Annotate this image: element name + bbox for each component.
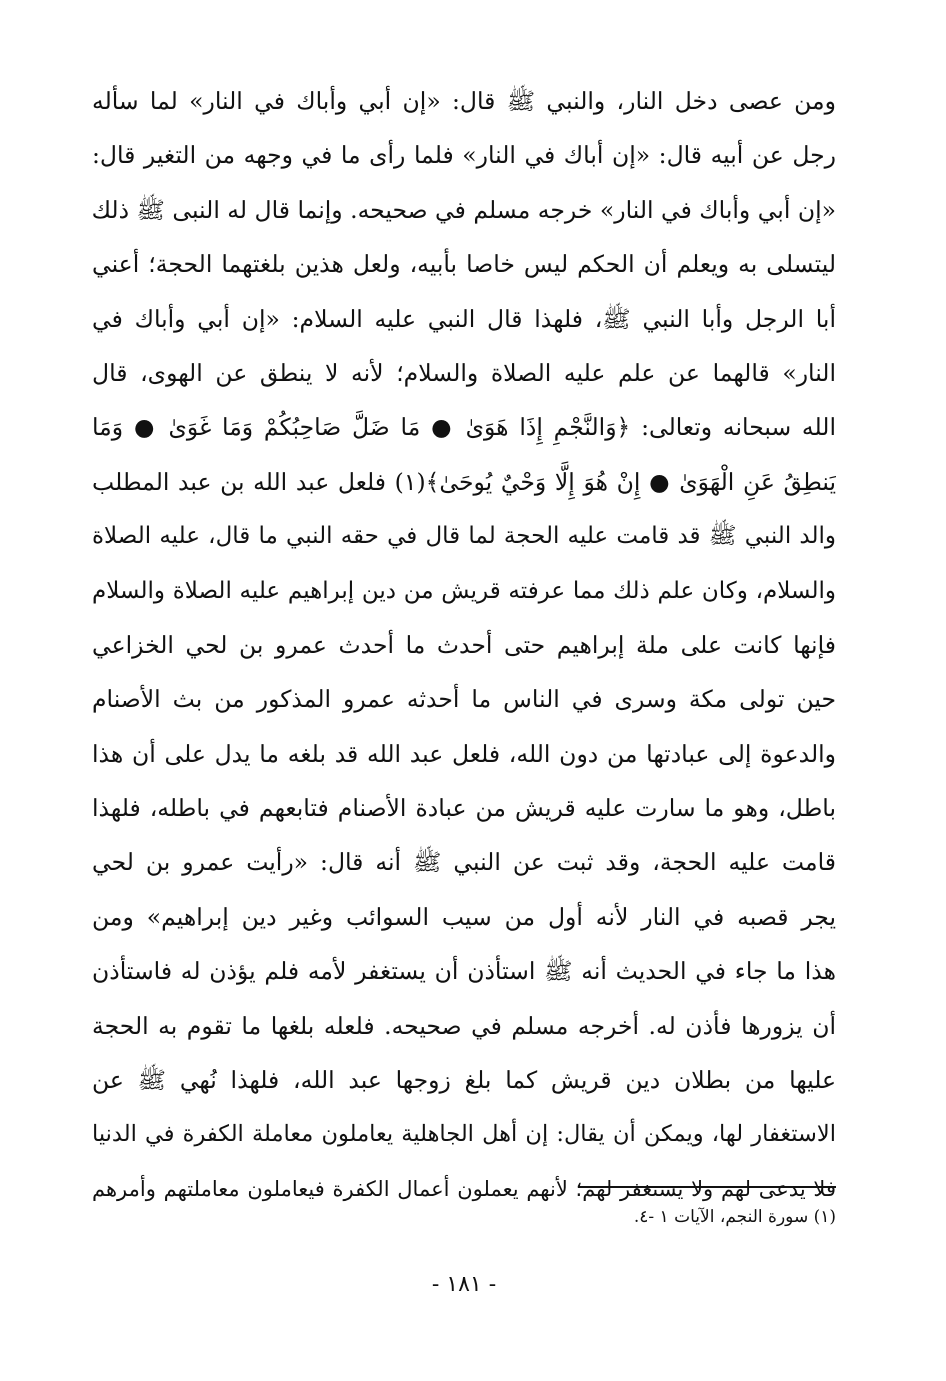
body-line: يَنطِقُ عَنِ الْهَوَىٰ ● إِنْ هُوَ إِلَّا وَحْيٌ يُوحَىٰ﴾(١) فلعل عبد الله بن عبد المطلب bbox=[92, 467, 836, 496]
book-page bbox=[92, 74, 836, 1374]
body-line: حين تولى مكة وسرى في الناس ما أحدثه عمرو المذكور من بث الأصنام bbox=[92, 685, 836, 714]
body-line: الله سبحانه وتعالى: ﴿وَالنَّجْمِ إِذَا هَوَىٰ ● مَا ضَلَّ صَاحِبُكُمْ وَمَا غَوَىٰ ● وَمَا bbox=[92, 413, 836, 442]
body-line: أبا الرجل وأبا النبي ﷺ، فلهذا قال النبي عليه السلام: «إن أبي وأباك في bbox=[92, 304, 836, 333]
footnote-divider bbox=[578, 1186, 836, 1188]
body-line: قامت عليه الحجة، وقد ثبت عن النبي ﷺ أنه قال: «رأيت عمرو بن لحي bbox=[92, 848, 836, 877]
body-line: «إن أبي وأباك في النار» خرجه مسلم في صحيحه. وإنما قال له النبى ﷺ ذلك bbox=[92, 195, 836, 224]
body-line: عليها من بطلان دين قريش كما بلغ زوجها عبد الله، فلهذا نُهي ﷺ عن bbox=[92, 1066, 836, 1095]
body-line: فإنها كانت على ملة إبراهيم حتى أحدث ما أحدث عمرو بن لحي الخزاعي bbox=[92, 630, 836, 659]
body-line: يجر قصبه في النار لأنه أول من سيب السوائب وغير دين إبراهيم» ومن bbox=[92, 902, 836, 931]
body-line: والدعوة إلى عبادتها من دون الله، فلعل عبد الله قد بلغه ما يدل على أن هذا bbox=[92, 739, 836, 768]
body-text bbox=[92, 74, 836, 1216]
body-line: والسلام، وكان علم ذلك مما عرفته قريش من دين إبراهيم عليه الصلاة والسلام bbox=[92, 577, 836, 604]
body-line: الاستغفار لها، ويمكن أن يقال: إن أهل الجاهلية يعاملون معاملة الكفرة في الدنيا bbox=[92, 1121, 836, 1148]
body-line: ليتسلى به ويعلم أن الحكم ليس خاصا بأبيه، ولعل هذين بلغتهما الحجة؛ أعني bbox=[92, 250, 836, 279]
body-line: أن يزورها فأذن له. أخرجه مسلم في صحيحه. فلعله بلغها ما تقوم به الحجة bbox=[92, 1011, 836, 1040]
page-number: - ١٨١ - bbox=[431, 1272, 497, 1297]
body-line: ومن عصى دخل النار، والنبي ﷺ قال: «إن أبي وأباك في النار» لما سأله bbox=[92, 87, 836, 115]
body-line: باطل، وهو ما سارت عليه قريش من عبادة الأصنام فتابعهم في باطله، فلهذا bbox=[92, 794, 836, 823]
footnote: (١) سورة النجم، الآيات ١ -٤. bbox=[633, 1207, 836, 1227]
body-line: والد النبي ﷺ قد قامت عليه الحجة لما قال في حقه النبي ما قال، عليه الصلاة bbox=[92, 523, 836, 550]
body-line: فلا يدعى لهم ولا يستغفر لهم؛ لأنهم يعملون أعمال الكفرة فيعاملون معاملتهم وأمرهم bbox=[92, 1176, 836, 1201]
body-line: النار» قالهما عن علم عليه الصلاة والسلام؛ لأنه لا ينطق عن الهوى، قال bbox=[92, 358, 836, 387]
body-line: رجل عن أبيه قال: «إن أباك في النار» فلما رأى ما في وجهه من التغير قال: bbox=[92, 141, 836, 170]
body-line: هذا ما جاء في الحديث أنه ﷺ استأذن أن يستغفر لأمه فلم يؤذن له فاستأذن bbox=[92, 957, 836, 986]
